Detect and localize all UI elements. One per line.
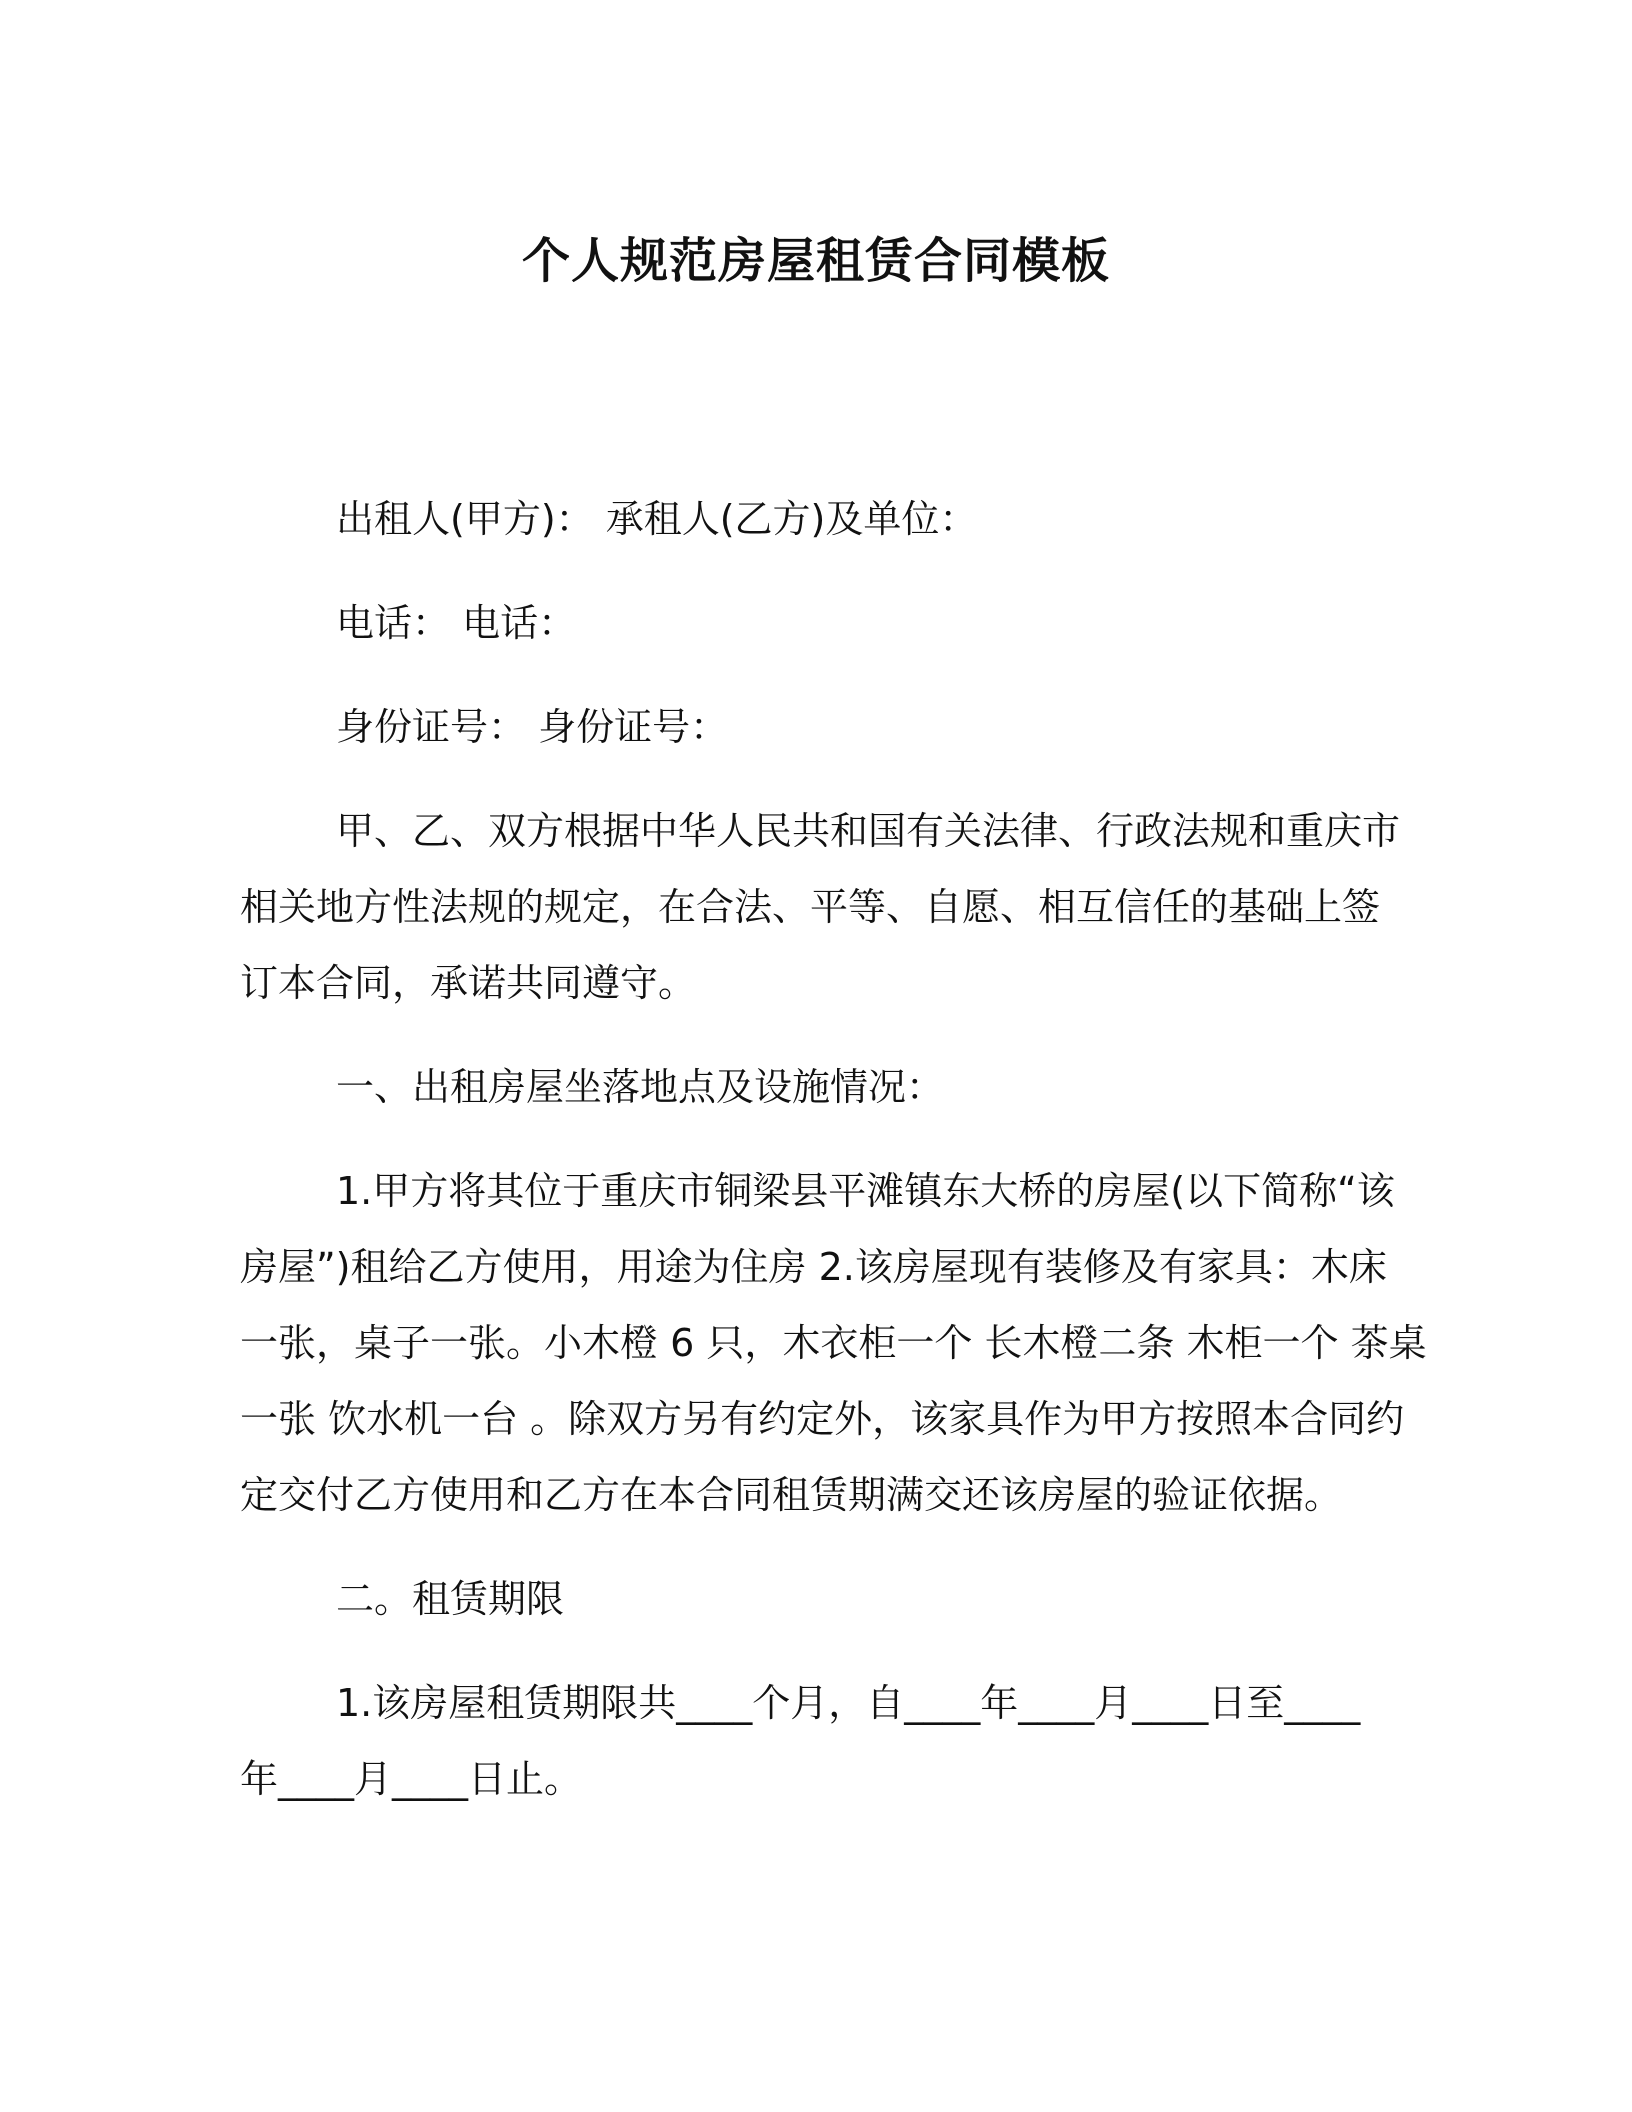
- section-2-line-2: 年____月____日止。: [240, 1757, 583, 1801]
- section-1-line-3: 一张，桌子一张。小木橙 6 只，木衣柜一个 长木橙二条 木柜一个 茶桌: [240, 1321, 1427, 1365]
- section-1-line-2: 房屋”)租给乙方使用，用途为住房 2.该房屋现有装修及有家具：木床: [240, 1245, 1387, 1289]
- preamble-line-1: 甲、乙、双方根据中华人民共和国有关法律、行政法规和重庆市: [336, 809, 1401, 853]
- section-2-line-1: 1.该房屋租赁期限共____个月，自____年____月____日至____: [336, 1681, 1361, 1725]
- section-1-line-5: 定交付乙方使用和乙方在本合同租赁期满交还该房屋的验证依据。: [240, 1473, 1343, 1517]
- section-2-heading: 二。租赁期限: [336, 1577, 565, 1621]
- document-title: 个人规范房屋租赁合同模板: [521, 233, 1110, 289]
- parties-id-number: 身份证号： 身份证号：: [336, 705, 729, 749]
- section-1-heading: 一、出租房屋坐落地点及设施情况：: [336, 1065, 945, 1109]
- parties-lessor-tenant: 出租人(甲方)： 承租人(乙方)及单位：: [336, 497, 978, 541]
- parties-phone: 电话： 电话：: [336, 601, 577, 645]
- preamble-line-3: 订本合同，承诺共同遵守。: [240, 961, 697, 1005]
- preamble-line-2: 相关地方性法规的规定，在合法、平等、自愿、相互信任的基础上签: [240, 885, 1381, 929]
- section-1-line-4: 一张 饮水机一台 。除双方另有约定外，该家具作为甲方按照本合同约: [240, 1397, 1405, 1441]
- section-1-line-1: 1.甲方将其位于重庆市铜梁县平滩镇东大桥的房屋(以下简称“该: [336, 1169, 1395, 1213]
